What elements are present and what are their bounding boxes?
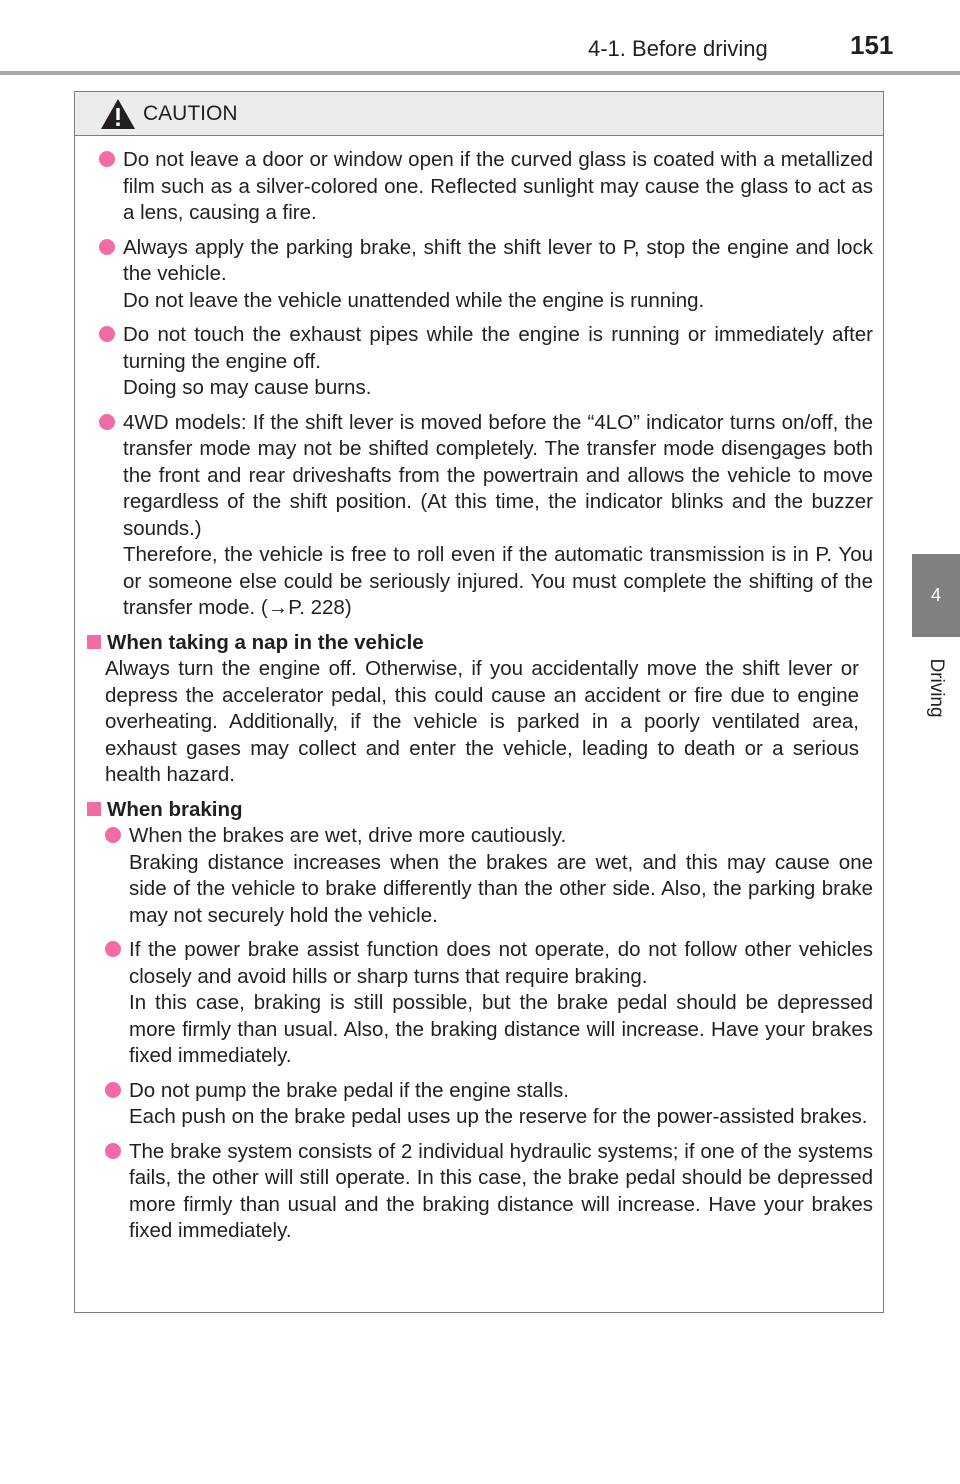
caution-item bbox=[99, 322, 873, 402]
caution-item-text: Do not pump the brake pedal if the engine stalls. bbox=[129, 1078, 569, 1102]
caution-item-text: Do not touch the exhaust pipes while the engine is running or immediately after turning the engine off. bbox=[123, 323, 873, 373]
bullet-icon bbox=[99, 239, 115, 255]
caution-item bbox=[105, 823, 873, 929]
caution-header bbox=[75, 92, 883, 136]
caution-item-text: In this case, braking is still possible, but the brake pedal should be depressed more firmly than usual. Also, the braking distance will increase. Have your brakes fixed immediately. bbox=[129, 991, 873, 1067]
caution-item bbox=[105, 1139, 873, 1245]
braking-items bbox=[105, 823, 873, 1245]
chapter-label: Driving bbox=[926, 658, 947, 718]
section-heading: When taking a nap in the vehicle bbox=[81, 630, 873, 657]
section-text: Always turn the engine off. Otherwise, if you accidentally move the shift lever or depress the accelerator pedal, this could cause an accident or fire due to engine overheating. Additionally, if the vehicle is parked in a poorly ventilated area, exhaust gases may collect and enter the vehicle, leading to death or a serious health hazard. bbox=[105, 657, 859, 786]
header-section-title: 4-1. Before driving bbox=[588, 36, 768, 61]
bullet-icon bbox=[105, 1082, 121, 1098]
square-bullet-icon bbox=[87, 802, 101, 816]
caution-item-text: Braking distance increases when the brakes are wet, and this may cause one side of the vehicle to brake differently than the other side. Also, the parking brake may not securely hold the vehicle. bbox=[129, 850, 873, 927]
page-number: 151 bbox=[850, 30, 894, 60]
warning-triangle-icon bbox=[100, 98, 136, 130]
caution-box bbox=[74, 91, 884, 1313]
caution-item-text: Each push on the brake pedal uses up the reserve for the power-assisted brakes. bbox=[129, 1105, 868, 1128]
caution-item-text: Do not leave a door or window open if the curved glass is coated with a metallized film such as a silver-colored one. Reflected sunlight may cause the glass to act as a lens, causing a fire. bbox=[123, 148, 873, 224]
caution-item-text: 4WD models: If the shift lever is moved before the “4LO” indicator turns on/off, the transfer mode may not be shifted completely. The transfer mode disengages both the front and rear driveshafts from the powertrain and allows the vehicle to move regardless of the shift position. (At this time, the indicator blinks and the buzzer sounds.) bbox=[123, 410, 873, 540]
caution-item-text: If the power brake assist function does not operate, do not follow other vehicles closely and avoid hills or sharp turns that require braking. bbox=[129, 938, 873, 988]
bullet-icon bbox=[99, 414, 115, 430]
caution-item bbox=[105, 937, 873, 1070]
caution-title: CAUTION bbox=[143, 102, 238, 125]
caution-item-text: Always apply the parking brake, shift the shift lever to P, stop the engine and lock the vehicle. bbox=[123, 235, 873, 285]
caution-item-text: When the brakes are wet, drive more cautiously. bbox=[129, 824, 567, 847]
square-bullet-icon bbox=[87, 635, 101, 649]
nap-section bbox=[99, 630, 873, 789]
caution-body bbox=[75, 136, 883, 1245]
braking-section bbox=[99, 797, 873, 1245]
bullet-icon bbox=[105, 941, 121, 957]
caution-item bbox=[99, 235, 873, 315]
section-heading: When braking bbox=[81, 797, 873, 824]
caution-item bbox=[99, 410, 873, 622]
chapter-number: 4 bbox=[930, 585, 941, 605]
caution-item-text: Doing so may cause burns. bbox=[123, 376, 372, 399]
bullet-icon bbox=[105, 827, 121, 843]
caution-item bbox=[105, 1078, 873, 1131]
caution-item bbox=[99, 147, 873, 227]
bullet-icon bbox=[105, 1143, 121, 1159]
caution-item-text: Therefore, the vehicle is free to roll even if the automatic transmission is in P. You or someone else could be seriously injured. You must complete the shifting of the transfer mode. (→P. 228) bbox=[123, 543, 873, 619]
caution-item-text: The brake system consists of 2 individual hydraulic systems; if one of the systems fails, the other will still operate. In this case, the brake pedal should be depressed more firmly than usual and the braking distance will increase. Have your brakes fixed immediately. bbox=[129, 1139, 873, 1242]
chapter-tab[interactable] bbox=[912, 554, 960, 637]
caution-item-text: Do not leave the vehicle unattended while the engine is running. bbox=[123, 288, 705, 312]
bullet-icon bbox=[99, 326, 115, 342]
bullet-icon bbox=[99, 151, 115, 167]
header-rule bbox=[0, 71, 960, 75]
